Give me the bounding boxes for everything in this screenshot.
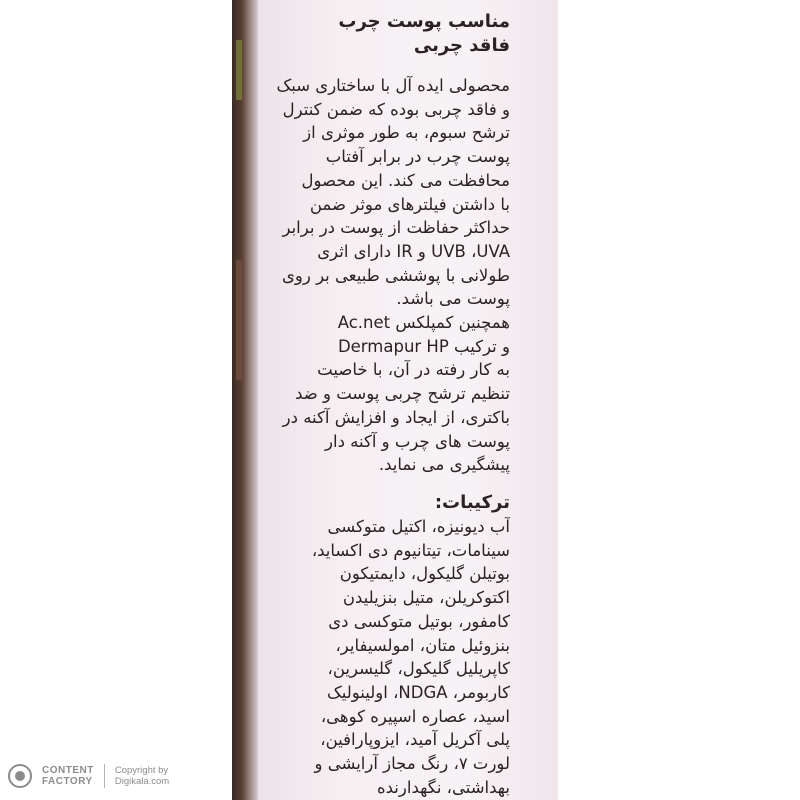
description-line: با داشتن فیلترهای موثر ضمن	[309, 194, 510, 214]
description-line: طولانی با پوششی طبیعی بر روی	[281, 265, 510, 285]
brand-line: CONTENT	[42, 765, 94, 776]
description-line: پیشگیری می نماید.	[378, 455, 510, 475]
ingredients-line: سینامات، تیتانیوم دی اکساید،	[311, 540, 510, 560]
description-line: پوست می باشد.	[396, 289, 510, 309]
heading-line: مناسب پوست چرب	[338, 11, 510, 32]
ingredients-line: لورت ۷، رنگ مجاز آرایشی و	[314, 754, 510, 774]
ingredients-line: کاپریلیل گلیکول، گلیسرین،	[327, 659, 510, 679]
ingredients-line: کاربومر، NDGA، اولینولیک	[326, 682, 510, 702]
heading-line: فاقد چربی	[413, 35, 510, 56]
content-factory-logo-icon	[8, 764, 32, 788]
description-line: و فاقد چربی بوده که ضمن کنترل	[282, 99, 510, 119]
ingredients-line: اکتوکریلن، متیل بنزیلیدن	[342, 588, 510, 608]
description-line: محصولی ایده آل با ساختاری سبک	[276, 76, 510, 95]
ingredients-line: کامفور، بوتیل متوکسی دی	[328, 611, 510, 631]
brand-name	[42, 765, 94, 787]
product-heading	[190, 10, 510, 58]
ingredients-title: ترکیبات:	[434, 492, 510, 513]
copyright-line: Digikala.com	[114, 776, 170, 787]
brand-line: FACTORY	[42, 776, 93, 787]
ingredients-line: بوتیلن گلیکول، دایمتیکون	[339, 564, 510, 584]
description-line: پوست های چرب و آکنه دار	[325, 431, 510, 451]
description-line: و ترکیب Dermapur HP	[337, 336, 510, 356]
description-line: محافظت می کند. این محصول	[301, 170, 510, 190]
footer-divider	[104, 764, 105, 788]
description-line: تنظیم ترشح چربی پوست و ضد	[295, 384, 510, 404]
ingredients-list	[190, 515, 510, 799]
watermark-footer	[8, 764, 169, 788]
description-line: باکتری، از ایجاد و افزایش آکنه در	[282, 407, 510, 427]
description-line: ترشح سبوم، به طور موثری از	[303, 123, 510, 143]
ingredients-line: آب دیونیزه، اکتیل متوکسی	[327, 517, 510, 536]
ingredients-line: بنزوئیل متان، امولسیفایر،	[335, 635, 510, 655]
description-line: حداکثر حفاظت از پوست در برابر	[282, 218, 510, 238]
ingredients-line: اسید، عصاره اسپیره کوهی،	[320, 706, 510, 726]
ingredients-line: بهداشتی، نگهدارنده	[377, 777, 510, 797]
product-description	[190, 74, 510, 477]
copyright-text	[115, 765, 169, 787]
description-line: پوست چرب در برابر آفتاب	[325, 147, 510, 167]
description-line: همچنین کمپلکس Ac.net	[337, 313, 510, 333]
copyright-line: Copyright by	[114, 765, 169, 776]
description-line: به کار رفته در آن، با خاصیت	[317, 360, 510, 380]
description-line: UVB ،UVA و IR دارای اثری	[317, 241, 510, 261]
ingredients-line: پلی آکریل آمید، ایزوپارافین،	[320, 730, 510, 750]
